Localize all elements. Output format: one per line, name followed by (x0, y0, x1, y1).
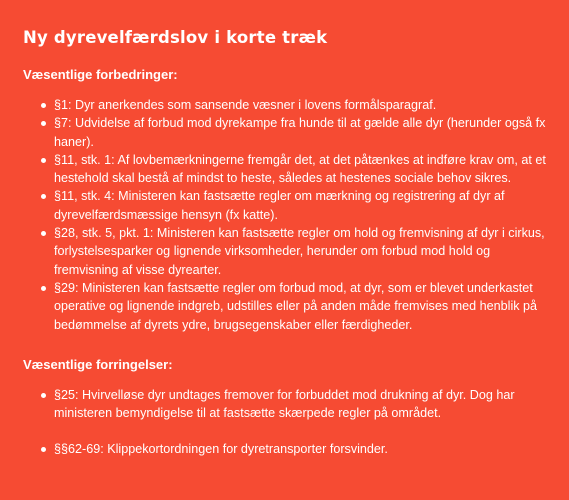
bullet-icon (41, 447, 46, 452)
list-item-text: §29: Ministeren kan fastsætte regler om forbud mod, at dyr, som er blevet underkastet operative og lignende indgreb, udstilles eller på anden måde fremvises med henblik på bedømmelse af dyrets ydre, brugsegenskaber eller færdigheder. (54, 280, 538, 332)
bullet-icon (41, 194, 46, 199)
list-item (23, 187, 549, 224)
bullet-icon (41, 286, 46, 291)
list-item-text: §11, stk. 4: Ministeren kan fastsætte regler om mærkning og registrering af dyr af dyrevelfærdsmæssige hensyn (fx katte). (54, 189, 505, 222)
list-item (23, 440, 549, 458)
bullet-icon (41, 121, 46, 126)
deteriorations-list (23, 386, 549, 459)
list-item-text: §25: Hvirvelløse dyr undtages fremover for forbuddet mod drukning af dyr. Dog har ministeren bemyndigelse til at fastsætte skærpede regler på området. (54, 387, 515, 421)
list-item (23, 279, 549, 334)
list-item (23, 96, 549, 114)
list-item-text: §§62-69: Klippekortordningen for dyretransporter forsvinder. (54, 442, 388, 457)
improvements-list (23, 96, 549, 334)
list-item (23, 114, 549, 151)
bullet-icon (41, 231, 46, 236)
list-item (23, 386, 549, 423)
improvements-heading: Væsentlige forbedringer: (23, 67, 178, 82)
list-item-text: §7: Udvidelse af forbud mod dyrekampe fra hunde til at gælde alle dyr (herunder også fx haner). (54, 116, 546, 149)
bullet-icon (41, 158, 46, 163)
list-item-text: §1: Dyr anerkendes som sansende væsner i lovens formålsparagraf. (54, 98, 437, 112)
list-item-text: §11, stk. 1: Af lovbemærkningerne fremgår det, at det påtænkes at indføre krav om, at et hestehold skal bestå af mindst to heste, således at hestenes sociale behov sikres. (54, 152, 546, 186)
list-item (23, 224, 549, 279)
deteriorations-heading: Væsentlige forringelser: (23, 356, 173, 372)
list-item-text: §28, stk. 5, pkt. 1: Ministeren kan fastsætte regler om hold og fremvisning af dyr i cirkus, forlystelsesparker og lignende virksomheder, herunder om forbud mod hold og fremvisning af visse dyrearter. (54, 226, 545, 277)
bullet-icon (41, 103, 46, 108)
list-item (23, 151, 549, 188)
page-title: Ny dyrevelfærdslov i korte træk (23, 28, 328, 47)
bullet-icon (41, 393, 46, 398)
